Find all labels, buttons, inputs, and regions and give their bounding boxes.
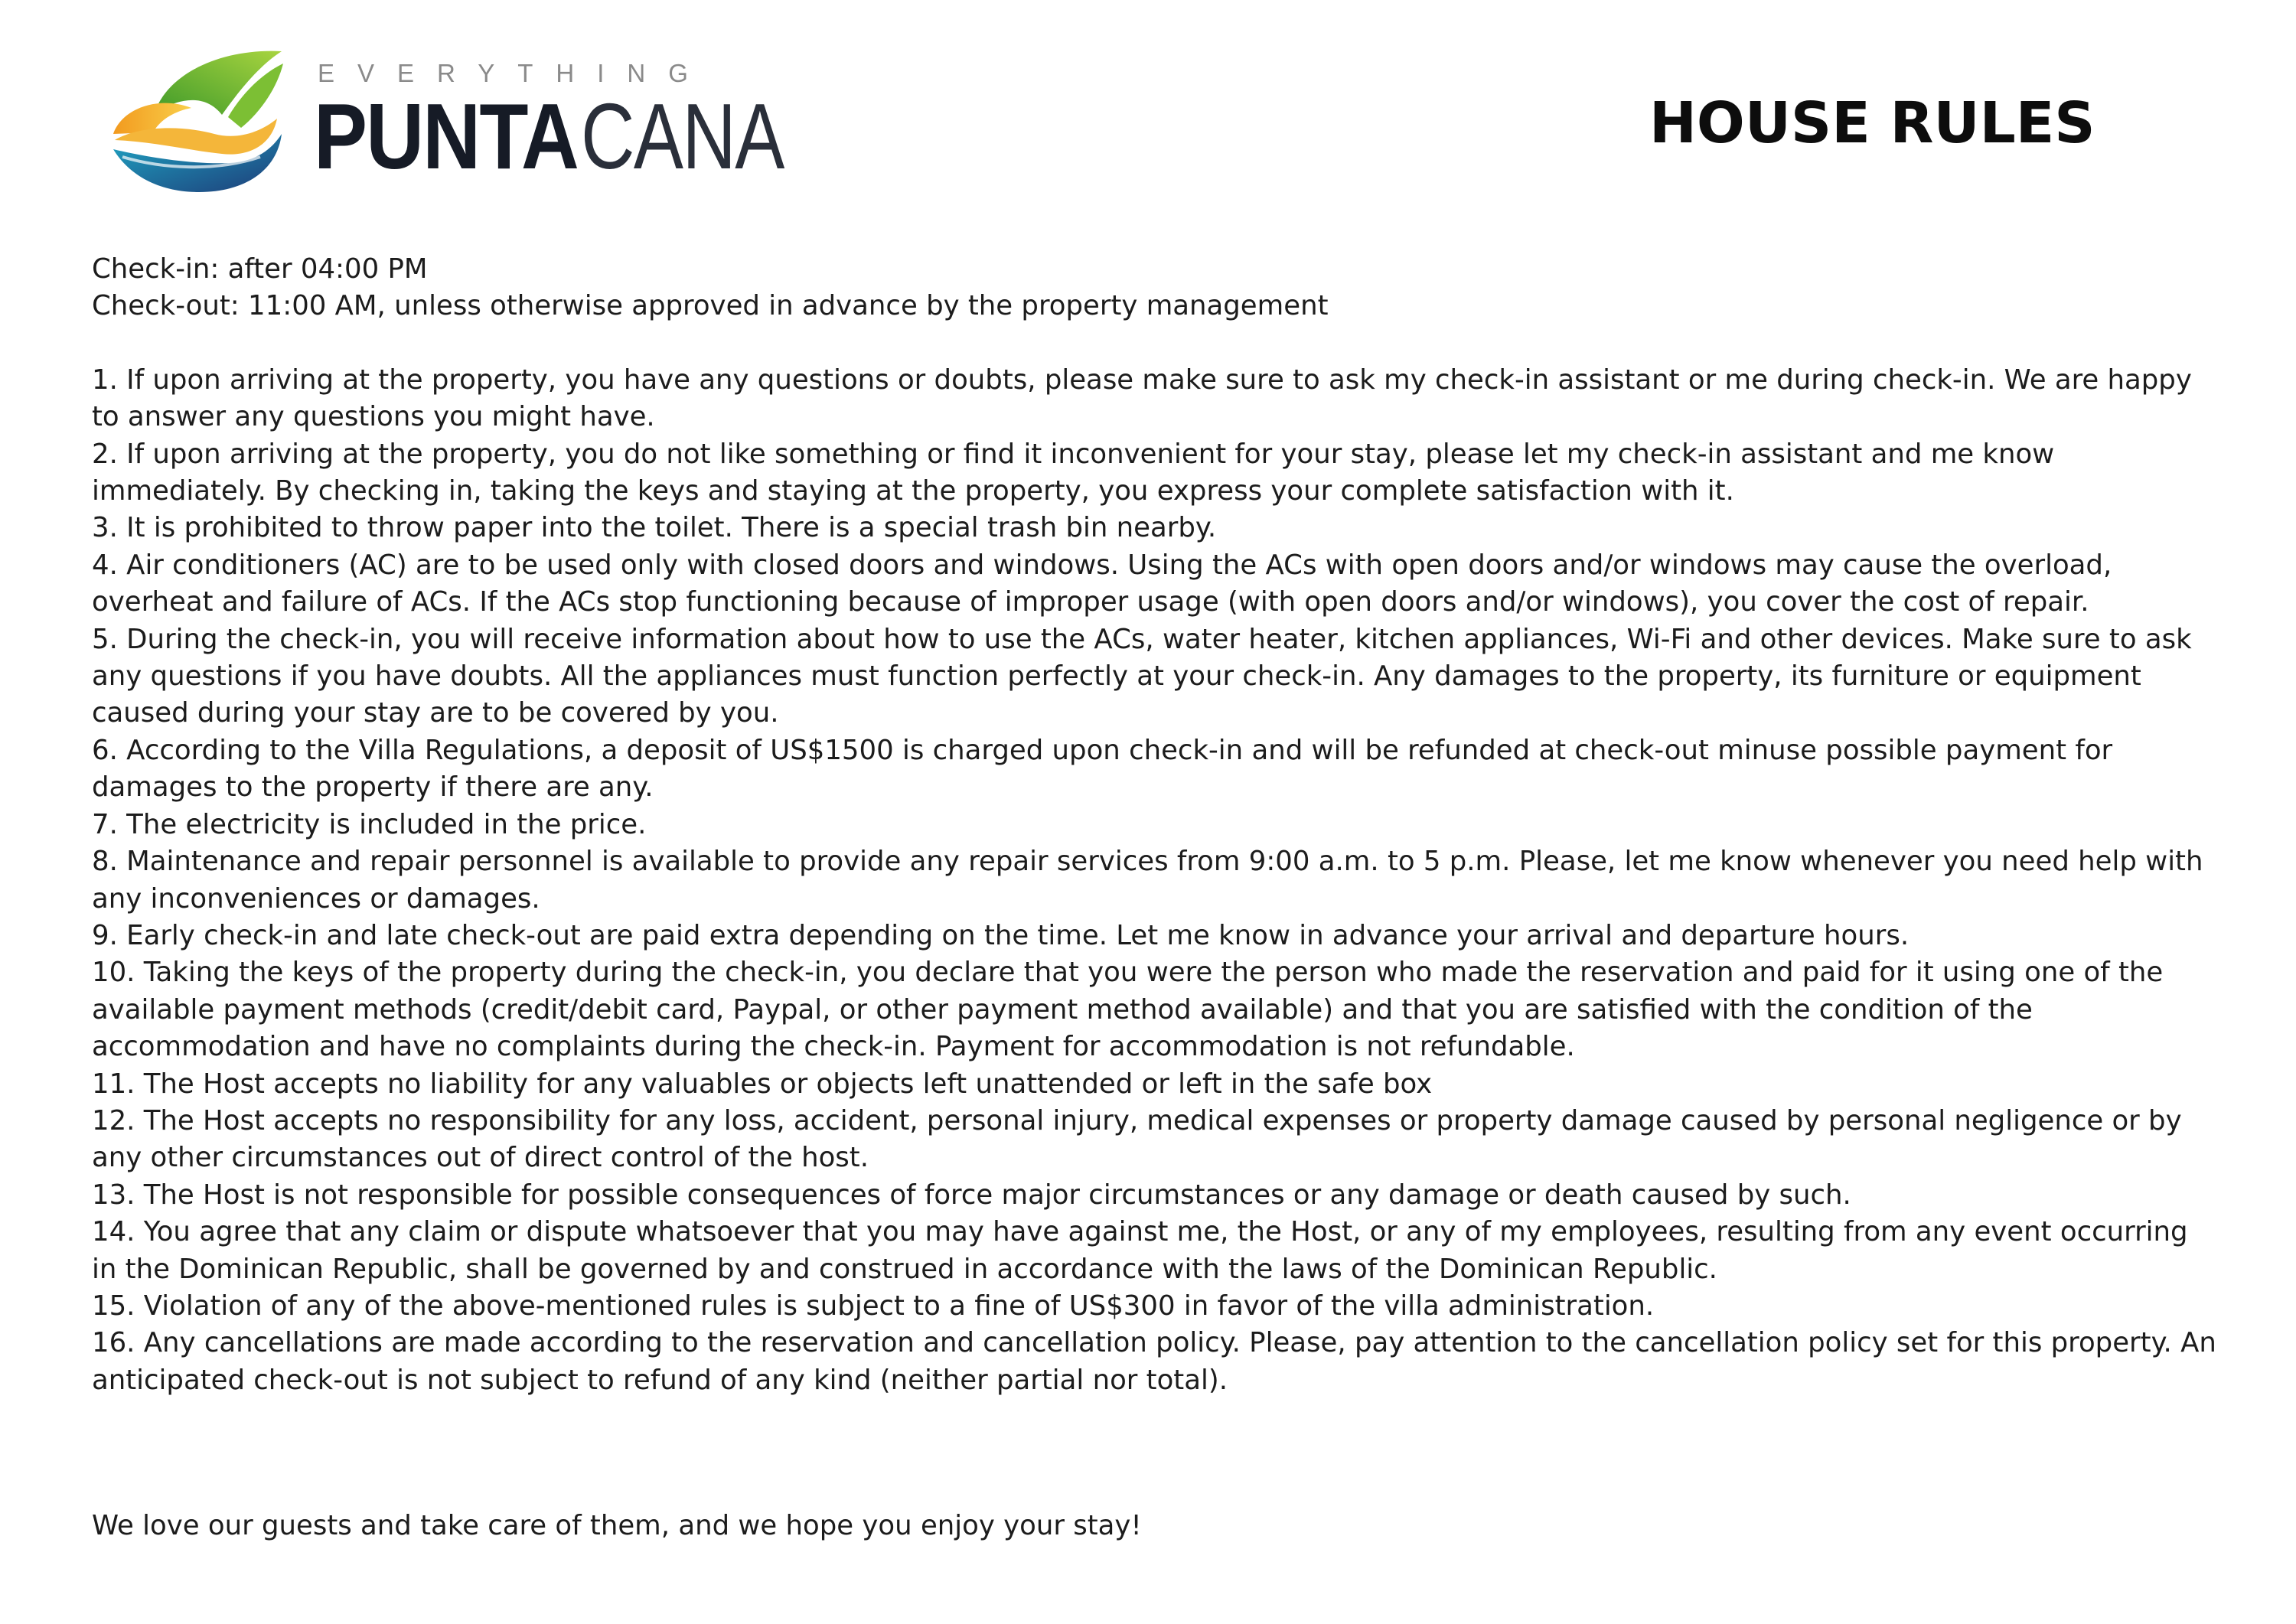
rule-item: 7. The electricity is included in the price. bbox=[92, 808, 647, 840]
rule-item: 15. Violation of any of the above-mentioned rules is subject to a fine of US$300 in favor of the villa administration. bbox=[92, 1290, 1655, 1322]
closing-message: We love our guests and take care of them, and we hope you enjoy your stay! bbox=[92, 1510, 1142, 1541]
check-out-time: Check-out: 11:00 AM, unless otherwise approved in advance by the property management bbox=[92, 290, 1329, 322]
logo-word-bold: PUNTA bbox=[314, 84, 578, 188]
palm-wave-logo-icon bbox=[107, 42, 291, 195]
logo-word-thin: CANA bbox=[581, 84, 784, 188]
check-in-time: Check-in: after 04:00 PM bbox=[92, 253, 428, 285]
logo-tagline: EVERYTHING bbox=[318, 59, 711, 87]
spacer bbox=[92, 325, 2219, 362]
page-title: HOUSE RULES bbox=[1649, 90, 2095, 156]
rule-item: 5. During the check-in, you will receive information about how to use the ACs, water heater, kitchen appliances, Wi-Fi and other devices. Make sure to ask any questions if you have doubts. All the appliances must function perfectly at your check-in. Any damages to the property, its furniture or equipment caused during your stay are to be covered by you. bbox=[92, 623, 2192, 729]
rule-item: 10. Taking the keys of the property during the check-in, you declare that you were the person who made the reservation and paid for it using one of the available payment methods (credit/debit card, Paypal, or other payment method available) and that you are satisfied with the condition of the accommodation and have no complaints during the check-in. Payment for accommodation is not refundable. bbox=[92, 957, 2164, 1063]
logo-wordmark bbox=[314, 84, 834, 188]
rules-list bbox=[92, 362, 2219, 1399]
rule-item: 8. Maintenance and repair personnel is available to provide any repair services from 9:00 a.m. to 5 p.m. Please, let me know whenever you need help with any inconveniences or damages. bbox=[92, 846, 2203, 915]
rule-item: 4. Air conditioners (AC) are to be used only with closed doors and windows. Using the ACs with open doors and/or windows may cause the overload, overheat and failure of ACs. If the ACs stop functioning because of improper usage (with open doors and/or windows), you cover the cost of repair. bbox=[92, 549, 2112, 618]
rules-body bbox=[92, 251, 2219, 1399]
rule-item: 13. The Host is not responsible for possible consequences of force major circumstances or any damage or death caused by such. bbox=[92, 1179, 1851, 1211]
rule-item: 16. Any cancellations are made according to the reservation and cancellation policy. Please, pay attention to the cancellation policy set for this property. An anticipated check-out is not subject to refund of any kind (neither partial nor total). bbox=[92, 1327, 2216, 1396]
brand-logo bbox=[107, 42, 784, 195]
rule-item: 11. The Host accepts no liability for any valuables or objects left unattended or left in the safe box bbox=[92, 1068, 1433, 1100]
rule-item: 2. If upon arriving at the property, you do not like something or find it inconvenient for your stay, please let my check-in assistant and me know immediately. By checking in, taking the keys and staying at the property, you express your complete satisfaction with it. bbox=[92, 438, 2055, 507]
rule-item: 1. If upon arriving at the property, you have any questions or doubts, please make sure to ask my check-in assistant or me during check-in. We are happy to answer any questions you might have. bbox=[92, 364, 2192, 433]
rule-item: 6. According to the Villa Regulations, a deposit of US$1500 is charged upon check-in and will be refunded at check-out minuse possible payment for damages to the property if there are any. bbox=[92, 734, 2113, 804]
rule-item: 12. The Host accepts no responsibility for any loss, accident, personal injury, medical expenses or property damage caused by personal negligence or by any other circumstances out of direct control of the host. bbox=[92, 1104, 2182, 1174]
rule-item: 9. Early check-in and late check-out are paid extra depending on the time. Let me know in advance your arrival and departure hours. bbox=[92, 919, 1910, 951]
rule-item: 14. You agree that any claim or dispute whatsoever that you may have against me, the Host, or any of my employees, resulting from any event occurring in the Dominican Republic, shall be governed by and construed in accordance with the laws of the Dominican Republic. bbox=[92, 1216, 2188, 1285]
rule-item: 3. It is prohibited to throw paper into the toilet. There is a special trash bin nearby. bbox=[92, 512, 1217, 544]
